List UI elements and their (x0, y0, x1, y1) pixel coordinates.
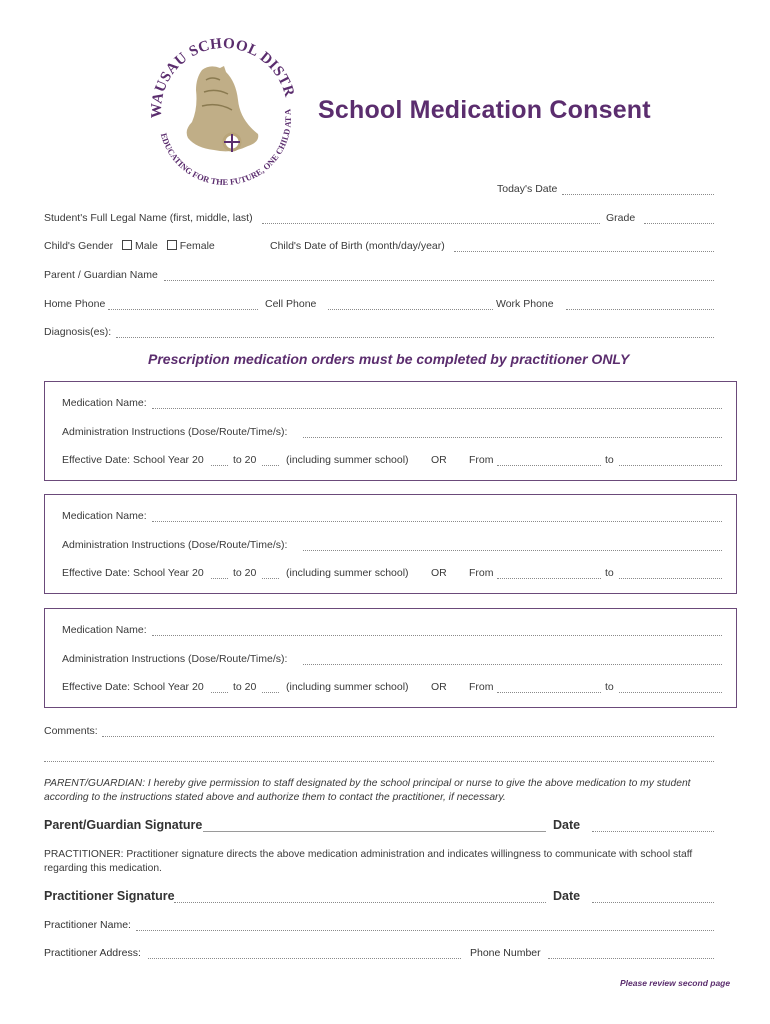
cell-phone-label: Cell Phone (265, 298, 317, 310)
administration-field[interactable] (303, 664, 722, 665)
comments-field-2[interactable] (44, 761, 714, 762)
parent-date-field[interactable] (592, 831, 714, 832)
parent-date-label: Date (553, 818, 581, 832)
to-label: to (605, 681, 614, 693)
to-date-field[interactable] (619, 465, 722, 466)
page-title: School Medication Consent (318, 96, 651, 124)
medication-name-field[interactable] (152, 408, 722, 409)
female-label: Female (179, 240, 215, 252)
practitioner-signature-field[interactable] (174, 902, 546, 903)
practitioner-address-field[interactable] (148, 958, 461, 959)
phone-number-label: Phone Number (470, 947, 541, 959)
svg-text:EDUCATING FOR THE FUTURE, ONE: EDUCATING FOR THE FUTURE, ONE CHILD AT A (158, 109, 293, 187)
grade-field[interactable] (644, 223, 714, 224)
practitioner-date-label: Date (553, 889, 581, 903)
grade-label: Grade (606, 212, 636, 224)
phone-number-field[interactable] (548, 958, 714, 959)
school-year-end-field[interactable] (262, 692, 279, 693)
medication-name-field[interactable] (152, 635, 722, 636)
from-label: From (469, 681, 494, 693)
male-checkbox[interactable] (122, 240, 132, 250)
medication-name-field[interactable] (152, 521, 722, 522)
or-label: OR (431, 454, 447, 466)
administration-field[interactable] (303, 550, 722, 551)
footer-note: Please review second page (620, 978, 731, 988)
dob-field[interactable] (454, 251, 714, 252)
svg-text:WAUSAU SCHOOL DISTRICT: WAUSAU SCHOOL DISTR (149, 35, 298, 119)
to-label: to (605, 567, 614, 579)
work-phone-label: Work Phone (496, 298, 554, 310)
diagnosis-label: Diagnosis(es): (44, 326, 112, 338)
medication-box-2 (44, 494, 737, 594)
diagnosis-field[interactable] (116, 337, 714, 338)
to-label: to (605, 454, 614, 466)
home-phone-field[interactable] (108, 309, 258, 310)
to-date-field[interactable] (619, 692, 722, 693)
from-date-field[interactable] (497, 465, 601, 466)
male-label: Male (135, 240, 158, 252)
summer-school-label: (including summer school) (286, 454, 409, 466)
practitioner-date-field[interactable] (592, 902, 714, 903)
effective-date-label: Effective Date: School Year 20 (62, 681, 204, 693)
from-label: From (469, 567, 494, 579)
practitioner-statement-line2: regarding this medication. (44, 863, 162, 874)
practitioner-name-field[interactable] (136, 930, 714, 931)
cell-phone-field[interactable] (328, 309, 493, 310)
effective-date-label: Effective Date: School Year 20 (62, 567, 204, 579)
medication-box-1 (44, 381, 737, 481)
school-year-end-field[interactable] (262, 465, 279, 466)
school-year-end-field[interactable] (262, 578, 279, 579)
to-date-field[interactable] (619, 578, 722, 579)
or-label: OR (431, 567, 447, 579)
district-logo (140, 30, 300, 190)
bell-icon (187, 66, 259, 152)
practitioner-only-banner: Prescription medication orders must be completed by practitioner ONLY (148, 351, 630, 367)
administration-field[interactable] (303, 437, 722, 438)
to-20-label: to 20 (233, 567, 257, 579)
administration-label: Administration Instructions (Dose/Route/Time/s): (62, 539, 288, 551)
todays-date-label: Today's Date (497, 183, 558, 195)
parent-statement-line1: PARENT/GUARDIAN: I hereby give permission to staff designated by the school principal or nurse to give the above medication to my student (44, 778, 691, 789)
school-year-start-field[interactable] (211, 465, 228, 466)
parent-signature-field[interactable] (203, 831, 546, 832)
parent-name-label: Parent / Guardian Name (44, 269, 158, 281)
administration-label: Administration Instructions (Dose/Route/Time/s): (62, 426, 288, 438)
medication-name-label: Medication Name: (62, 510, 147, 522)
practitioner-name-label: Practitioner Name: (44, 919, 131, 931)
effective-date-label: Effective Date: School Year 20 (62, 454, 204, 466)
from-date-field[interactable] (497, 692, 601, 693)
parent-signature-label: Parent/Guardian Signature (44, 818, 203, 832)
school-year-start-field[interactable] (211, 692, 228, 693)
practitioner-address-label: Practitioner Address: (44, 947, 141, 959)
practitioner-statement-line1: PRACTITIONER: Practitioner signature directs the above medication administration and indicates willingness to communicate with school staff (44, 849, 693, 860)
practitioner-signature-label: Practitioner Signature (44, 889, 175, 903)
summer-school-label: (including summer school) (286, 681, 409, 693)
home-phone-label: Home Phone (44, 298, 106, 310)
to-20-label: to 20 (233, 454, 257, 466)
parent-name-field[interactable] (164, 280, 714, 281)
school-year-start-field[interactable] (211, 578, 228, 579)
female-checkbox[interactable] (167, 240, 177, 250)
to-20-label: to 20 (233, 681, 257, 693)
gender-row (44, 240, 215, 252)
parent-statement-line2: according to the instructions stated above and authorize them to contact the practitioner, if necessary. (44, 792, 506, 803)
medication-box-3 (44, 608, 737, 708)
from-date-field[interactable] (497, 578, 601, 579)
or-label: OR (431, 681, 447, 693)
comments-label: Comments: (44, 725, 98, 737)
gender-label: Child's Gender (44, 240, 114, 252)
from-label: From (469, 454, 494, 466)
student-name-label: Student's Full Legal Name (first, middle, last) (44, 212, 253, 224)
todays-date-field[interactable] (562, 194, 714, 195)
work-phone-field[interactable] (566, 309, 714, 310)
medication-name-label: Medication Name: (62, 397, 147, 409)
comments-field-1[interactable] (102, 736, 714, 737)
dob-label: Child's Date of Birth (month/day/year) (270, 240, 445, 252)
medication-name-label: Medication Name: (62, 624, 147, 636)
student-name-field[interactable] (262, 223, 600, 224)
administration-label: Administration Instructions (Dose/Route/Time/s): (62, 653, 288, 665)
summer-school-label: (including summer school) (286, 567, 409, 579)
